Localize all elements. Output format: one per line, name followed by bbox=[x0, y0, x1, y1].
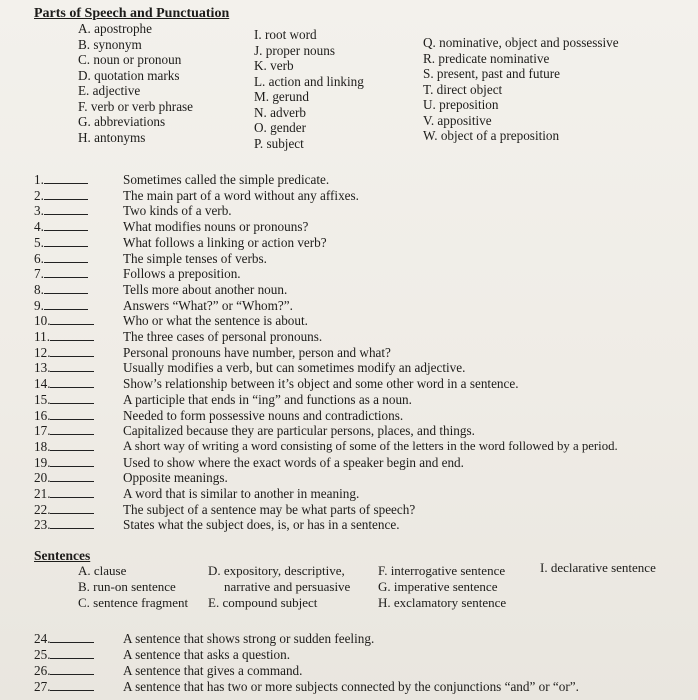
answer-blank[interactable] bbox=[44, 235, 88, 247]
option: B. run-on sentence bbox=[78, 579, 176, 594]
sentences-heading: Sentences bbox=[34, 548, 91, 563]
question-text: Opposite meanings. bbox=[123, 470, 228, 486]
question-row bbox=[0, 219, 698, 235]
question-text: A sentence that shows strong or sudden feeling. bbox=[123, 631, 375, 646]
answer-blank[interactable] bbox=[50, 408, 94, 420]
answer-blank[interactable] bbox=[50, 631, 94, 643]
question-number: 2. bbox=[34, 187, 44, 203]
question-row bbox=[0, 517, 698, 533]
answer-blank[interactable] bbox=[44, 251, 88, 263]
question-row bbox=[0, 298, 698, 314]
option: U. preposition bbox=[423, 97, 499, 112]
option: P. subject bbox=[254, 135, 304, 151]
question-row bbox=[0, 486, 698, 502]
option: I. declarative sentence bbox=[540, 560, 656, 575]
question-row bbox=[0, 203, 698, 219]
question-number: 15. bbox=[34, 391, 51, 407]
question-text: A short way of writing a word consisting of some of the letters in the word followed by a period. bbox=[123, 438, 618, 453]
question-row bbox=[0, 423, 698, 439]
option: T. direct object bbox=[423, 81, 503, 97]
question-row bbox=[0, 470, 698, 486]
option: B. synonym bbox=[78, 36, 142, 52]
answer-blank[interactable] bbox=[50, 376, 94, 388]
question-row bbox=[0, 266, 698, 282]
question-number: 17. bbox=[34, 423, 51, 439]
question-row bbox=[0, 235, 698, 251]
question-row bbox=[0, 679, 698, 695]
option: E. compound subject bbox=[208, 595, 318, 610]
answer-bank-column-2 bbox=[254, 27, 364, 151]
question-text: A sentence that has two or more subjects connected by the conjunctions “and” or “or”. bbox=[123, 679, 579, 694]
question-row bbox=[0, 313, 698, 329]
question-text: What follows a linking or action verb? bbox=[123, 234, 327, 250]
question-number: 21. bbox=[34, 486, 51, 501]
question-row bbox=[0, 282, 698, 298]
option: H. antonyms bbox=[78, 129, 146, 145]
question-number: 26. bbox=[34, 663, 51, 678]
question-row bbox=[0, 631, 698, 647]
option: A. clause bbox=[78, 563, 127, 578]
question-row bbox=[0, 392, 698, 408]
question-text: A participle that ends in “ing” and functions as a noun. bbox=[123, 391, 412, 407]
answer-bank-column-1 bbox=[78, 21, 193, 145]
question-number: 27. bbox=[34, 679, 51, 694]
answer-blank[interactable] bbox=[44, 219, 88, 231]
question-text: Usually modifies a verb, but can sometimes modify an adjective. bbox=[123, 360, 466, 376]
question-number: 25. bbox=[34, 647, 51, 662]
option: J. proper nouns bbox=[254, 42, 335, 58]
option: narrative and persuasive bbox=[224, 579, 351, 594]
question-number: 1. bbox=[34, 172, 44, 187]
question-number: 4. bbox=[34, 219, 44, 235]
option: G. abbreviations bbox=[78, 114, 166, 129]
question-number: 11. bbox=[34, 329, 50, 344]
question-text: Answers “What?” or “Whom?”. bbox=[123, 297, 293, 313]
option: D. quotation marks bbox=[78, 67, 180, 83]
option: L. action and linking bbox=[254, 73, 364, 89]
question-text: A sentence that gives a command. bbox=[123, 663, 303, 678]
answer-blank[interactable] bbox=[50, 439, 94, 451]
page-title: Parts of Speech and Punctuation bbox=[34, 6, 230, 21]
option: A. apostrophe bbox=[78, 21, 152, 36]
answer-blank[interactable] bbox=[44, 282, 88, 294]
question-row bbox=[0, 345, 698, 361]
question-text: Show’s relationship between it’s object and some other word in a sentence. bbox=[123, 376, 519, 392]
question-row bbox=[0, 502, 698, 518]
question-text: Needed to form possessive nouns and contradictions. bbox=[123, 407, 404, 423]
question-number: 8. bbox=[34, 281, 44, 297]
question-number: 12. bbox=[34, 344, 51, 360]
answer-bank-column-3 bbox=[423, 35, 619, 144]
question-row bbox=[0, 647, 698, 663]
question-number: 5. bbox=[34, 234, 44, 250]
question-row bbox=[0, 172, 698, 188]
answer-blank[interactable] bbox=[50, 663, 94, 675]
question-text: Capitalized because they are particular persons, places, and things. bbox=[123, 423, 475, 439]
answer-blank[interactable] bbox=[44, 172, 88, 184]
question-number: 24. bbox=[34, 631, 51, 646]
option: C. sentence fragment bbox=[78, 595, 189, 610]
option: F. verb or verb phrase bbox=[78, 98, 194, 114]
answer-blank[interactable] bbox=[44, 298, 88, 310]
answer-blank[interactable] bbox=[50, 392, 94, 404]
question-row bbox=[0, 663, 698, 679]
question-number: 22. bbox=[34, 501, 51, 517]
question-text: What modifies nouns or pronouns? bbox=[123, 219, 309, 235]
answer-blank[interactable] bbox=[50, 517, 94, 529]
option: C. noun or pronoun bbox=[78, 52, 182, 67]
option: S. present, past and future bbox=[423, 66, 560, 81]
option: V. appositive bbox=[423, 112, 492, 128]
question-row bbox=[0, 439, 698, 455]
answer-blank[interactable] bbox=[50, 423, 94, 435]
answer-blank[interactable] bbox=[50, 647, 94, 659]
question-number: 7. bbox=[34, 266, 44, 282]
option: H. exclamatory sentence bbox=[378, 595, 507, 610]
question-number: 16. bbox=[34, 407, 51, 423]
option: W. object of a preposition bbox=[423, 128, 560, 143]
option: I. root word bbox=[254, 27, 317, 42]
option: G. imperative sentence bbox=[378, 579, 498, 594]
question-text: Tells more about another noun. bbox=[123, 281, 288, 297]
question-row bbox=[0, 408, 698, 424]
question-text: The three cases of personal pronouns. bbox=[123, 329, 323, 344]
answer-blank[interactable] bbox=[50, 470, 94, 482]
option: F. interrogative sentence bbox=[378, 563, 506, 578]
question-row bbox=[0, 360, 698, 376]
answer-blank[interactable] bbox=[50, 329, 94, 341]
question-text: Follows a preposition. bbox=[123, 266, 241, 282]
question-number: 10. bbox=[34, 313, 51, 329]
question-text: A sentence that asks a question. bbox=[123, 647, 291, 662]
question-number: 13. bbox=[34, 360, 51, 376]
answer-blank[interactable] bbox=[50, 486, 94, 498]
answer-blank[interactable] bbox=[50, 360, 94, 372]
answer-blank[interactable] bbox=[50, 679, 94, 691]
question-row bbox=[0, 329, 698, 345]
question-number: 18. bbox=[34, 438, 51, 454]
option: R. predicate nominative bbox=[423, 50, 550, 66]
question-number: 14. bbox=[34, 376, 51, 392]
option: O. gender bbox=[254, 120, 306, 135]
question-row bbox=[0, 188, 698, 204]
question-text: Personal pronouns have number, person and what? bbox=[123, 344, 391, 360]
answer-blank[interactable] bbox=[50, 313, 94, 325]
answer-blank[interactable] bbox=[50, 502, 94, 514]
question-text: A word that is similar to another in meaning. bbox=[123, 486, 360, 501]
option: D. expository, descriptive, bbox=[208, 563, 345, 578]
question-number: 6. bbox=[34, 250, 44, 266]
question-number: 9. bbox=[34, 297, 44, 313]
question-row bbox=[0, 251, 698, 267]
question-number: 20. bbox=[34, 470, 51, 486]
question-text: The simple tenses of verbs. bbox=[123, 250, 267, 266]
option: Q. nominative, object and possessive bbox=[423, 35, 619, 50]
answer-blank[interactable] bbox=[44, 266, 88, 278]
answer-blank[interactable] bbox=[50, 345, 94, 357]
question-text: Two kinds of a verb. bbox=[123, 203, 232, 219]
question-text: The main part of a word without any affixes. bbox=[123, 187, 359, 203]
answer-blank[interactable] bbox=[44, 188, 88, 200]
answer-blank[interactable] bbox=[44, 203, 88, 215]
answer-blank[interactable] bbox=[50, 455, 94, 467]
question-number: 3. bbox=[34, 203, 44, 219]
question-text: Who or what the sentence is about. bbox=[123, 313, 308, 329]
option: K. verb bbox=[254, 58, 294, 73]
question-number: 19. bbox=[34, 454, 51, 470]
question-row bbox=[0, 455, 698, 471]
option: E. adjective bbox=[78, 83, 141, 98]
question-text: States what the subject does, is, or has in a sentence. bbox=[123, 517, 400, 533]
question-text: The subject of a sentence may be what parts of speech? bbox=[123, 501, 416, 517]
option: M. gerund bbox=[254, 89, 309, 104]
question-number: 23. bbox=[34, 517, 51, 533]
question-text: Sometimes called the simple predicate. bbox=[123, 172, 330, 187]
question-row bbox=[0, 376, 698, 392]
option: N. adverb bbox=[254, 104, 306, 120]
question-text: Used to show where the exact words of a speaker begin and end. bbox=[123, 454, 464, 470]
